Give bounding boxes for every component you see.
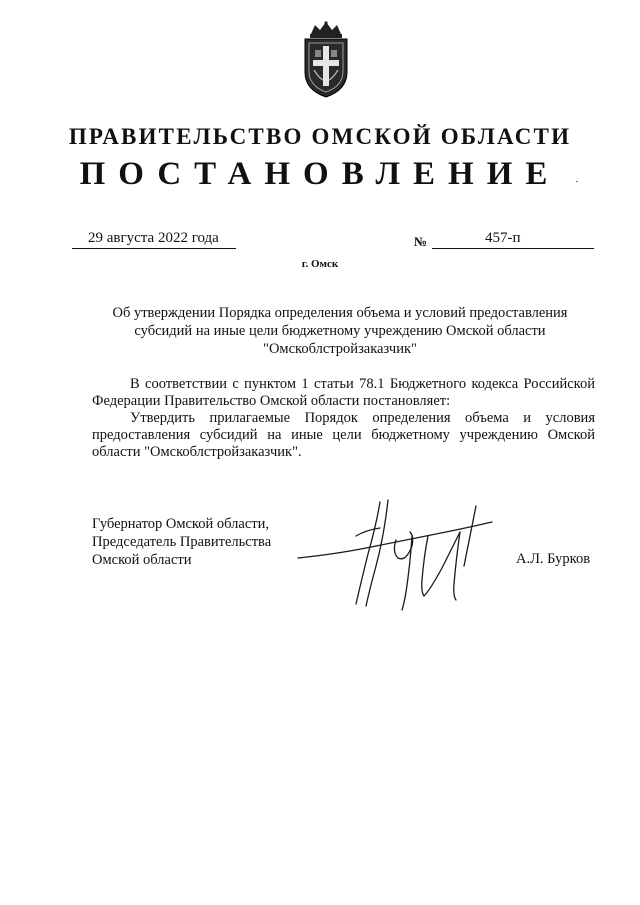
- document-type-title: ПОСТАНОВЛЕНИЕ: [79, 156, 561, 192]
- heading-line: субсидий на иные цели бюджетному учреждению Омской области: [134, 323, 546, 339]
- date-underline: [72, 248, 236, 249]
- document-number: 457-п: [485, 230, 521, 246]
- number-sign: №: [414, 234, 428, 249]
- handwritten-signature-icon: [296, 496, 496, 616]
- role-line: Председатель Правительства: [92, 534, 272, 550]
- body-paragraph: В соответствии с пунктом 1 статьи 78.1 Бюджетного кодекса Российской Федерации Правительство Омской области постановляет:: [92, 376, 595, 409]
- signatory-name: А.Л. Бурков: [516, 551, 591, 567]
- document-heading: [90, 304, 590, 358]
- heading-line: "Омскоблстройзаказчик": [263, 341, 417, 357]
- scan-artifact: [576, 181, 578, 182]
- role-line: Омской области: [92, 552, 192, 568]
- coat-of-arms-icon: [297, 20, 355, 98]
- role-line: Губернатор Омской области,: [92, 516, 269, 532]
- number-underline: [432, 248, 594, 249]
- city-label: г. Омск: [301, 258, 339, 270]
- document-body: [92, 376, 595, 461]
- heading-line: Об утверждении Порядка определения объема и условий предоставления: [112, 305, 568, 321]
- government-title: ПРАВИТЕЛЬСТВО ОМСКОЙ ОБЛАСТИ: [68, 124, 572, 149]
- signatory-role: [92, 515, 271, 569]
- document-date: 29 августа 2022 года: [88, 230, 219, 246]
- body-paragraph: Утвердить прилагаемые Порядок определения объема и условия предоставления субсидий на иные цели бюджетному учреждению Омской области "Омскоблстройзаказчик".: [92, 410, 595, 460]
